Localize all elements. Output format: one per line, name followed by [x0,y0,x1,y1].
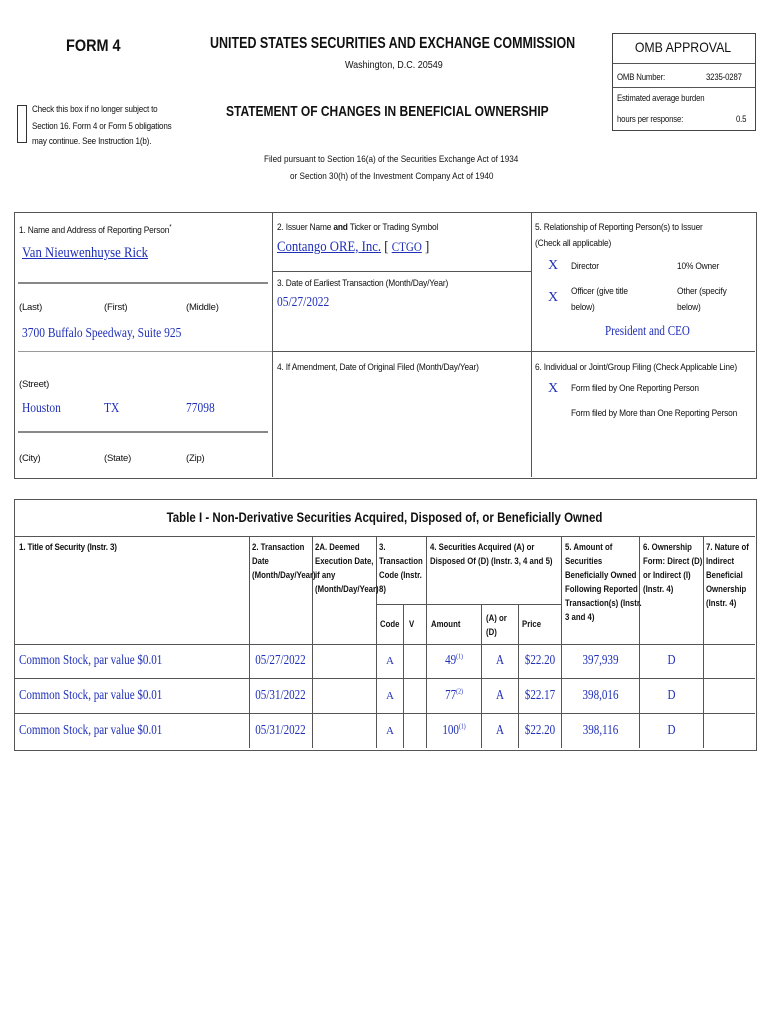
other-label-1: Other (specify [677,286,727,297]
ten-percent-owner-label: 10% Owner [677,261,720,272]
box5-label-1: 5. Relationship of Reporting Person(s) to Issuer [535,222,703,233]
col2-header: 2. Transaction Date (Month/Day/Year) [252,542,316,581]
amount: 49$^{(1)}$ [445,652,463,667]
ownership-form: D [667,652,676,667]
director-label: Director [571,261,599,272]
more-reporting-label: Form filed by More than One Reporting Person [571,408,738,419]
checkbox-text-3: may continue. See Instruction 1(b). [32,136,152,147]
col7-header: 7. Nature of Indirect Beneficial Ownership (Instr. 4) [706,542,749,609]
box4-label: 4. If Amendment, Date of Original Filed (Month/Day/Year) [277,362,479,373]
price: $22.20 [524,722,556,737]
omb-number-value: 3235-0287 [706,72,742,83]
amount: 100$^{(1)}$ [442,722,466,737]
col6-header: 6. Ownership Form: Direct (D) or Indirect (I) (Instr. 4) [643,542,703,595]
security-title: Common Stock, par value $0.01 [19,722,163,737]
city-value: Houston [22,400,61,415]
col2a-header: 2A. Deemed Execution Date, if any (Month/Day/Year) [315,542,379,595]
col1-header: 1. Title of Security (Instr. 3) [19,542,117,553]
sub-amount-header: Amount [431,619,461,630]
filed-pursuant-1: Filed pursuant to Section 16(a) of the Securities Exchange Act of 1934 [264,154,519,165]
security-title: Common Stock, par value $0.01 [19,687,163,702]
price: $22.17 [524,687,556,702]
omb-hours-value: 0.5 [736,114,747,125]
amount-owned: 397,939 [582,652,619,667]
ticker-link[interactable]: CTGO [391,239,422,254]
box3-label: 3. Date of Earliest Transaction (Month/Day/Year) [277,278,449,289]
col3-header: 3. Transaction Code (Instr. 8) [379,542,423,595]
box1-label: 1. Name and Address of Reporting Person* [19,224,172,237]
street-address: 3700 Buffalo Speedway, Suite 925 [22,325,182,340]
bracket-close: ] [425,239,430,255]
label-state: (State) [104,453,132,464]
acquired-or-disposed: A [496,722,504,737]
director-check[interactable]: X [548,258,559,273]
label-street: (Street) [19,379,50,390]
acquired-or-disposed: A [496,652,504,667]
transaction-code: A [386,655,394,667]
agency-title: UNITED STATES SECURITIES AND EXCHANGE COMMISSION [210,35,576,52]
transaction-code: A [386,690,394,702]
agency-location: Washington, D.C. 20549 [345,60,443,71]
omb-hours-label: hours per response: [617,114,684,125]
box6-label: 6. Individual or Joint/Group Filing (Check Applicable Line) [535,362,737,373]
footnote-ref[interactable]: (1) [456,652,463,661]
footnote-ref[interactable]: (2) [456,687,463,696]
ownership-form: D [667,722,676,737]
transaction-code: A [386,725,394,737]
transaction-date: 05/31/2022 [255,722,306,737]
checkbox-text-2: Section 16. Form 4 or Form 5 obligations [32,121,172,132]
reporting-person-name[interactable]: Van Nieuwenhuyse Rick [22,245,149,261]
issuer-name-ticker [277,239,429,256]
label-middle: (Middle) [186,302,219,313]
officer-label-2: below) [571,302,595,313]
ownership-form: D [667,687,676,702]
col5-header: 5. Amount of Securities Beneficially Owned Following Reported Transaction(s) (Instr. 3 and 4) [565,542,642,623]
price: $22.20 [524,652,556,667]
omb-number-label: OMB Number: [617,72,665,83]
omb-title: OMB APPROVAL [634,39,732,55]
zip-value: 77098 [186,400,215,415]
amount: 77$^{(2)}$ [445,687,463,702]
bracket-open: [ [384,239,389,255]
label-last: (Last) [19,302,43,313]
one-reporting-label: Form filed by One Reporting Person [571,383,699,394]
sub-aord-header: (A) or (D) [486,613,507,638]
state-value: TX [104,400,120,415]
sub-code-header: Code [380,619,400,630]
earliest-transaction-date: 05/27/2022 [277,294,330,309]
security-title: Common Stock, par value $0.01 [19,652,163,667]
sub-price-header: Price [522,619,542,630]
statement-title: STATEMENT OF CHANGES IN BENEFICIAL OWNERSHIP [226,103,549,120]
omb-burden-label: Estimated average burden [617,93,705,104]
amount-owned: 398,016 [582,687,619,702]
transaction-date: 05/31/2022 [255,687,306,702]
acquired-or-disposed: A [496,687,504,702]
checkbox-text-1: Check this box if no longer subject to [32,104,158,115]
one-reporting-check[interactable]: X [548,381,559,396]
table-1-title: Table I - Non-Derivative Securities Acquired, Disposed of, or Beneficially Owned [166,509,603,525]
box2-label: 2. Issuer Name and Ticker or Trading Symbol [277,222,439,233]
box5-label-2: (Check all applicable) [535,238,612,249]
officer-title: President and CEO [605,323,690,338]
amount-owned: 398,116 [582,722,619,737]
checkbox-no-longer-subject[interactable] [17,105,27,143]
footnote-ref[interactable]: (1) [458,722,466,731]
filed-pursuant-2: or Section 30(h) of the Investment Company Act of 1940 [290,171,494,182]
label-city: (City) [19,453,41,464]
label-first: (First) [104,302,128,313]
issuer-link[interactable]: Contango ORE, Inc. [277,239,382,255]
transaction-date: 05/27/2022 [255,652,306,667]
label-zip: (Zip) [186,453,205,464]
officer-label-1: Officer (give title [571,286,628,297]
officer-check[interactable]: X [548,290,559,305]
form-label: FORM 4 [66,36,121,55]
col4-header: 4. Securities Acquired (A) or Disposed Of (D) (Instr. 3, 4 and 5) [430,542,553,567]
other-label-2: below) [677,302,701,313]
sub-v-header: V [409,619,415,630]
